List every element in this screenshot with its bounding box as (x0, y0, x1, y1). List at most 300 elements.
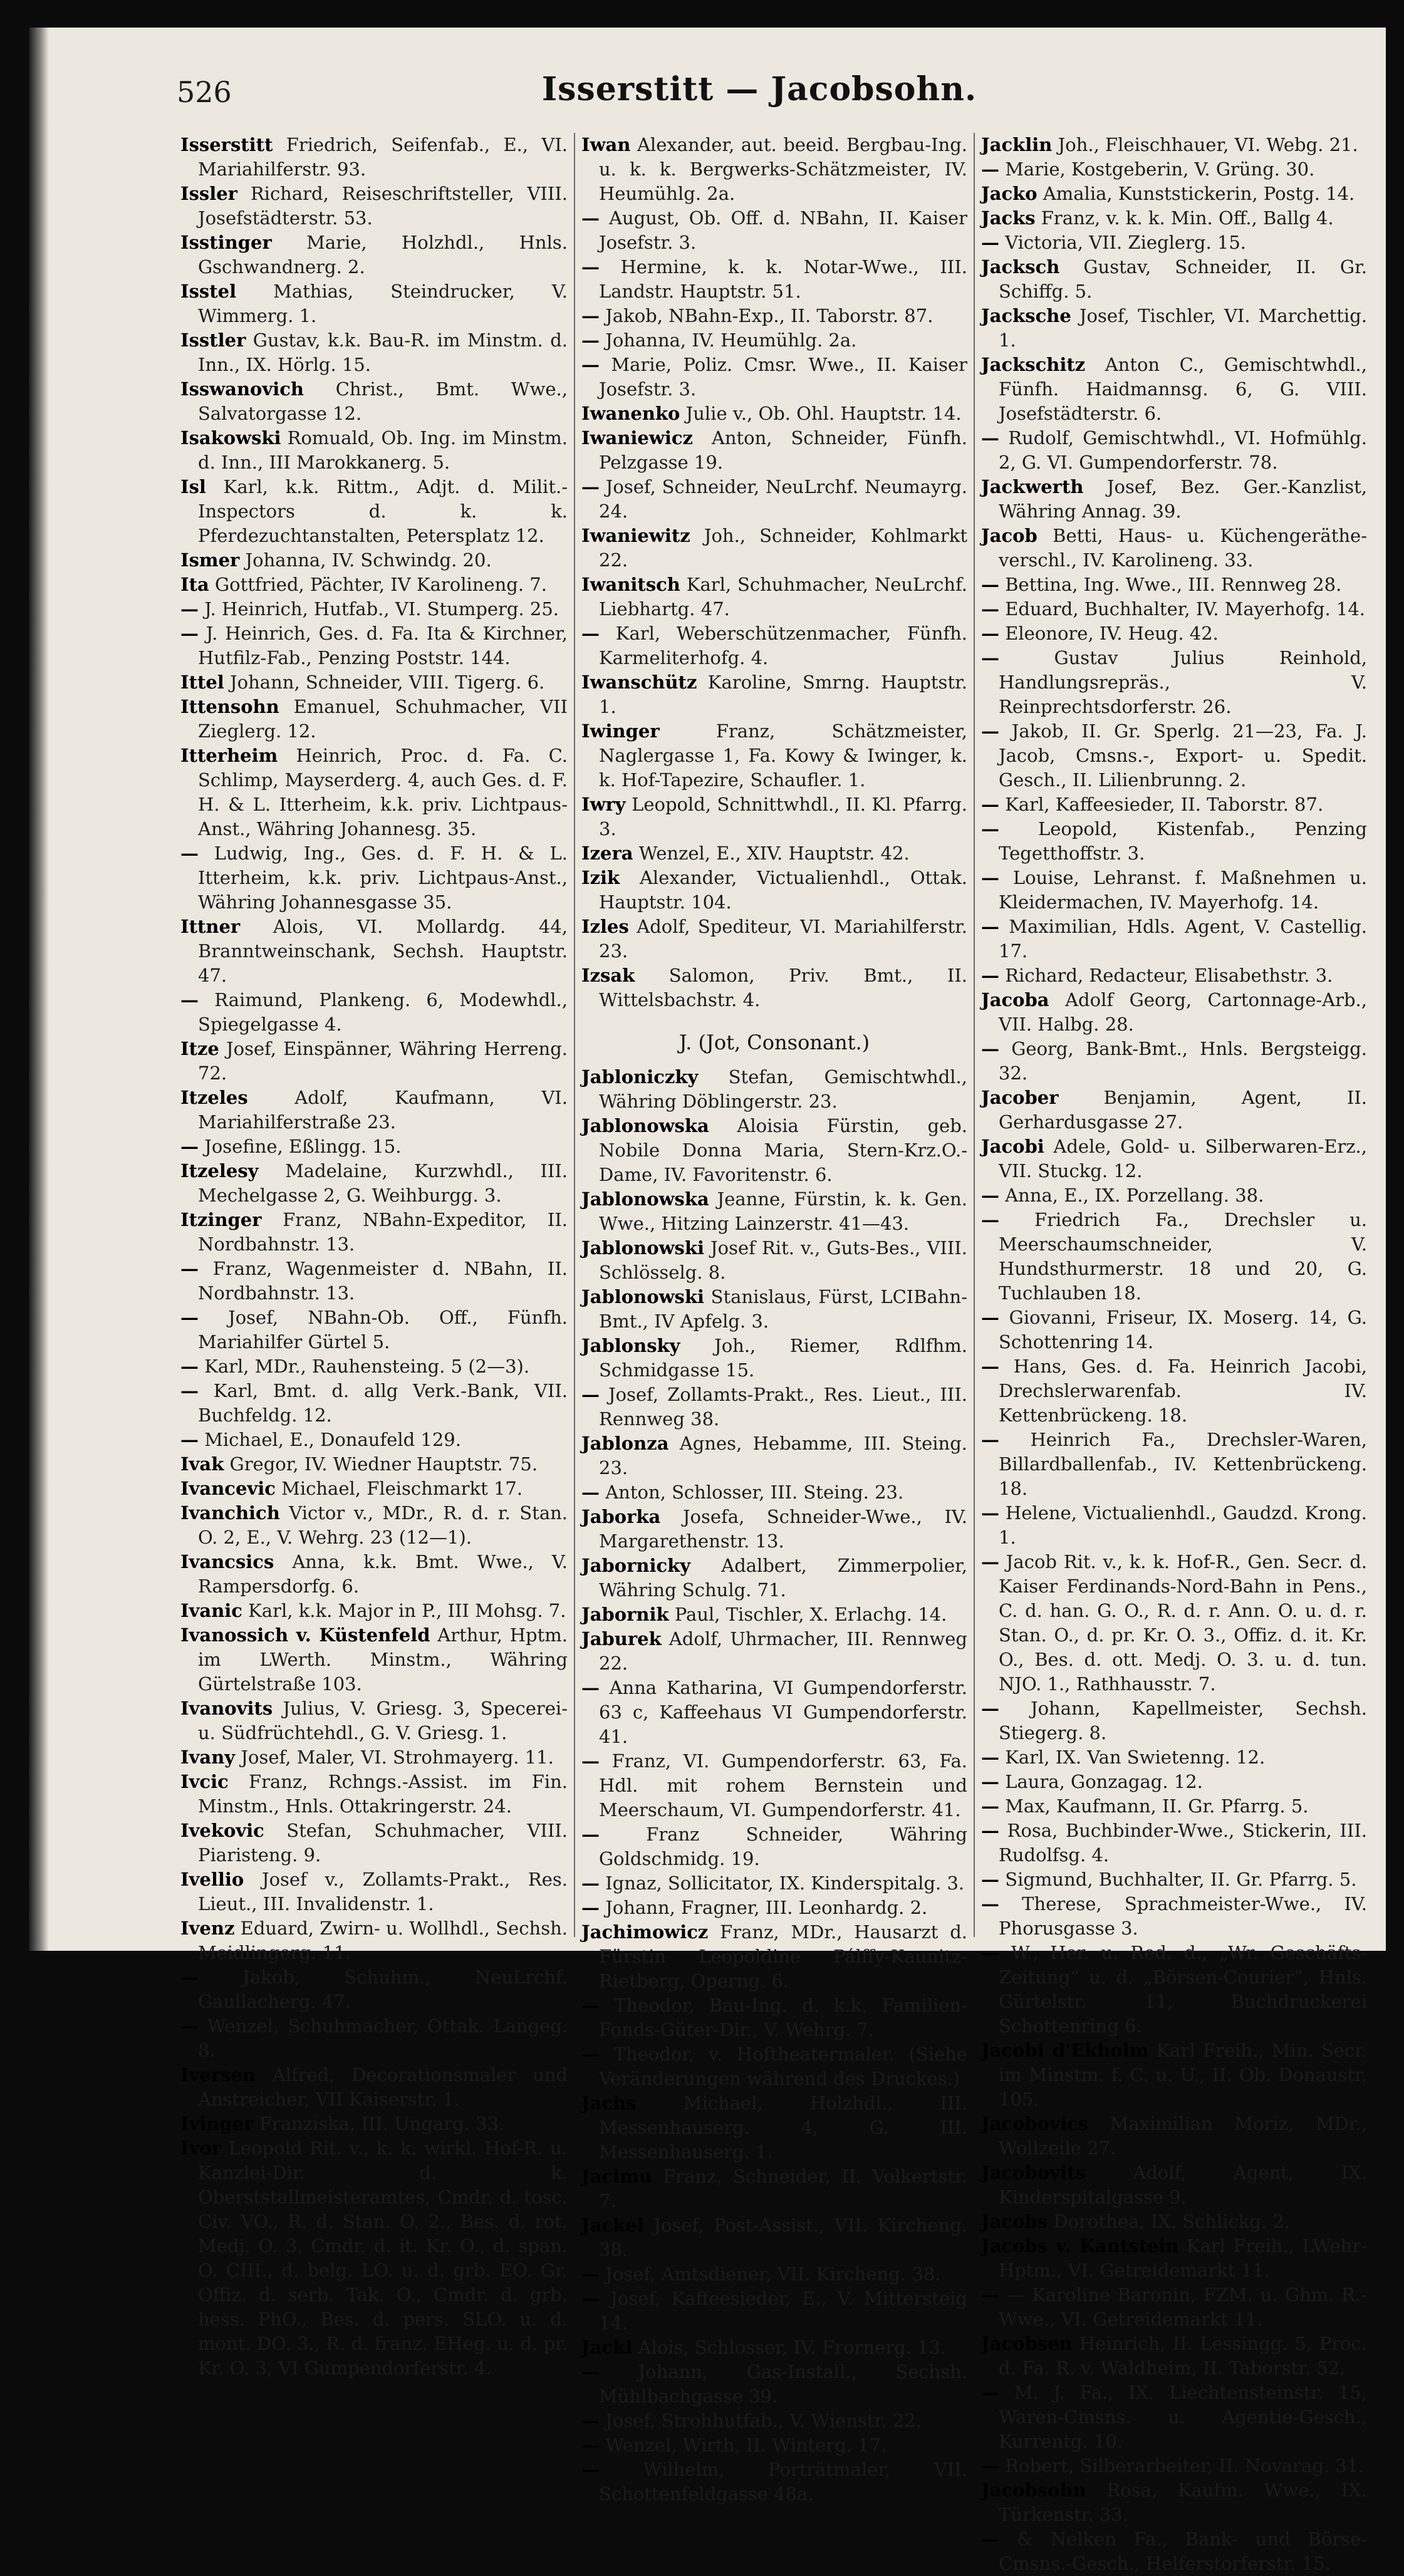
entry-surname: Iwaniewicz (581, 427, 693, 449)
entry-details: Laura, Gonzagag. 12. (999, 1771, 1203, 1792)
directory-entry (180, 328, 568, 377)
entry-details: Karl, IX. Van Swietenng. 12. (999, 1747, 1266, 1768)
directory-entry (981, 206, 1367, 231)
directory-entry (581, 2164, 967, 2213)
directory-entry (180, 1037, 568, 1086)
directory-entry (581, 621, 967, 670)
entry-details: Josefine, Eßlingg. 15. (199, 1136, 402, 1157)
entry-surname: Jablonowski (581, 1286, 704, 1307)
entry-surname: Isakowski (180, 427, 281, 449)
directory-entry (981, 2478, 1367, 2527)
entry-details: Therese, Sprachmeister-Wwe., IV. Phorusgasse 3. (999, 1893, 1367, 1939)
entry-details: Rosa, Kaufm. Wwe., IX. Türkenstr. 33. (999, 2480, 1367, 2525)
entry-surname: — (180, 1966, 199, 1988)
directory-entry (180, 1452, 568, 1477)
entry-surname: — (581, 305, 600, 326)
directory-entry (581, 963, 967, 1012)
entry-details: Victor v., MDr., R. d. r. Stan. O. 2, E., V. Wehrg. 23 (12—1). (198, 1502, 568, 1548)
directory-entry (581, 1383, 967, 1431)
entry-surname: — (981, 647, 999, 668)
entry-details: Alexander, Victualienhdl., Ottak. Hauptstr. 104. (599, 867, 967, 913)
entry-surname: — (981, 2382, 999, 2403)
entry-details: Franz, Schneider, II. Volkertstr. 7. (599, 2166, 967, 2211)
directory-entry (180, 915, 568, 988)
directory-entry (581, 915, 967, 963)
entry-surname: Iwan (581, 134, 631, 155)
entry-surname: Ittner (180, 916, 241, 937)
entry-details: Jeanne, Fürstin, k. k. Gen. Wwe., Hitzing Lainzerstr. 41—43. (599, 1188, 967, 1234)
directory-entry (180, 2014, 568, 2063)
entry-surname: Ivenz (180, 1918, 235, 1939)
entry-surname: — (581, 2361, 600, 2382)
directory-entry (581, 1114, 967, 1187)
entry-surname: Isl (180, 476, 206, 497)
entry-details: Adolf, Uhrmacher, III. Rennweg 22. (599, 1628, 967, 1674)
directory-entry (981, 1086, 1367, 1135)
directory-entry (981, 1696, 1367, 1745)
directory-entry (581, 2433, 967, 2458)
entry-details: Max, Kaufmann, II. Gr. Pfarrg. 5. (999, 1795, 1309, 1817)
entry-details: M. J. Fa., IX. Liechtensteinstr. 15, Waren-Cmsns. u. Agentie-Gesch., Kurrentg. 10. (999, 2382, 1367, 2452)
directory-entry (180, 1745, 568, 1770)
entry-details: Karl, MDr., Rauhensteing. 5 (2—3). (199, 1356, 530, 1377)
directory-entry (581, 255, 967, 304)
entry-details: Marie, Kostgeberin, V. Grüng. 30. (999, 158, 1315, 180)
entry-details: Josef v., Zollamts-Prakt., Res. Lieut., III. Invalidenstr. 1. (198, 1869, 568, 1914)
entry-details: Wenzel, Wirth, II. Winterg. 17. (600, 2434, 887, 2456)
entry-details: Adolf, Agent, IX. Kinderspitalgasse 9. (999, 2162, 1367, 2208)
entry-details: Julius, V. Griesg. 3, Specerei- u. Südfrüchtehdl., G. V. Griesg. 1. (198, 1698, 568, 1743)
entry-surname: Iwanenko (581, 403, 680, 424)
entry-surname: — (581, 1872, 600, 1894)
entry-surname: — (981, 1771, 999, 1792)
entry-surname: — (180, 989, 199, 1010)
entry-details: Adolf, Spediteur, VI. Mariahilferstr. 23. (599, 916, 967, 962)
entry-surname: Isstler (180, 330, 246, 351)
entry-surname: Isstel (180, 281, 237, 302)
entry-details: Anna, E., IX. Porzellang. 38. (999, 1185, 1264, 1206)
directory-entry (981, 231, 1367, 255)
directory-entry (981, 133, 1367, 157)
entry-surname: — (981, 1038, 999, 1059)
directory-entry (581, 1187, 967, 1236)
entry-details: Anton C., Gemischtwhdl., Fünfh. Haidmannsg. 6, G. VIII. Josefstädterstr. 6. (999, 354, 1367, 424)
entry-details: Alois, Schlosser, IV. Frornerg. 13. (632, 2337, 947, 2358)
entry-surname: Jacksch (981, 256, 1060, 278)
directory-entry (180, 621, 568, 670)
entry-surname: Ivcic (180, 1771, 229, 1792)
entry-surname: — (981, 1942, 999, 1963)
entry-surname: Isstinger (180, 232, 272, 253)
directory-entry (581, 304, 967, 328)
entry-details: Raimund, Plankeng. 6, Modewhdl., Spiegelgasse 4. (198, 989, 568, 1035)
directory-entry (581, 426, 967, 475)
directory-entry (180, 1257, 568, 1306)
entry-surname: — (981, 1307, 999, 1328)
entry-surname: — (981, 1747, 999, 1768)
entry-surname: — (981, 720, 999, 742)
entry-details: Sigmund, Buchhalter, II. Gr. Pfarrg. 5. (999, 1869, 1357, 1890)
directory-entry (180, 573, 568, 597)
directory-entry (180, 1159, 568, 1208)
entry-details: Franz, Rchngs.-Assist. im Fin. Minstm., Hnls. Ottakringerstr. 24. (198, 1771, 568, 1817)
entry-surname: — (581, 2459, 600, 2480)
entry-surname: — (981, 1429, 999, 1450)
entry-details: Eduard, Zwirn- u. Wollhdl., Sechsh. Meidlingerg. 11. (198, 1918, 568, 1963)
entry-details: Gustav Julius Reinhold, Handlungsrepräs., V. Reinprechtsdorferstr. 26. (999, 647, 1367, 717)
directory-entry (981, 1306, 1367, 1354)
entry-surname: Ittel (180, 672, 224, 693)
entry-details: Adolf Georg, Cartonnage-Arb., VII. Halbg. 28. (999, 989, 1367, 1035)
entry-surname: — (981, 574, 999, 595)
entry-surname: — (581, 354, 600, 375)
entry-surname: Itze (180, 1038, 219, 1059)
entry-details: Karl Freih., Min. Secr. im Minstm. f. C. u. U., II. Ob. Donaustr. 105. (999, 2040, 1367, 2110)
directory-page (29, 28, 1386, 2574)
entry-details: Franziska, III. Ungarg. 33. (253, 2113, 505, 2134)
entry-surname: Jablonowska (581, 1115, 709, 1136)
directory-entry (180, 695, 568, 744)
entry-surname: — (180, 1136, 199, 1157)
entry-surname: Jachs (581, 2092, 637, 2114)
directory-entry (180, 988, 568, 1037)
entry-surname: — (581, 1677, 600, 1698)
entry-details: Michael, Holzhdl., III. Messenhauserg. 4, G. III. Messenhauserg. 1. (599, 2092, 967, 2163)
directory-entry (981, 157, 1367, 182)
directory-entry (981, 1135, 1367, 1183)
directory-entry (981, 1208, 1367, 1306)
entry-details: Franz, Schätzmeister, Naglergasse 1, Fa. Kowy & Iwinger, k. k. Hof-Tapezire, Schaufler. 1. (599, 720, 967, 791)
entry-surname: — (180, 843, 199, 864)
entry-details: Friedrich, Seifenfab., E., VI. Mariahilferstr. 93. (198, 134, 568, 180)
directory-entry (581, 353, 967, 402)
directory-entry (981, 2112, 1367, 2161)
entry-surname: Iwinger (581, 720, 660, 742)
entry-surname: — (180, 598, 199, 620)
entry-details: Marie, Poliz. Cmsr. Wwe., II. Kaiser Josefstr. 3. (599, 354, 967, 400)
entry-surname: Jacobs (981, 2211, 1048, 2232)
entry-surname: Jacobovits (981, 2162, 1086, 2183)
entry-details: Romuald, Ob. Ing. im Minstm. d. Inn., III Marokkanerg. 5. (198, 427, 568, 473)
directory-entry (581, 841, 967, 866)
entry-surname: Ivinger (180, 2113, 254, 2134)
entry-details: Helene, Victualienhdl., Gaudzd. Krong. 1. (999, 1502, 1367, 1548)
entry-details: Mathias, Steindrucker, V. Wimmerg. 1. (198, 281, 568, 326)
directory-entry (981, 915, 1367, 963)
entry-surname: — (581, 1482, 600, 1503)
entry-details: Johann, Schneider, VIII. Tigerg. 6. (224, 672, 545, 693)
entry-details: Marie, Holzhdl., Hnls. Gschwandnerg. 2. (198, 232, 568, 278)
entry-surname: — (981, 623, 999, 644)
directory-entry (180, 1819, 568, 1867)
entry-surname: Jacob (981, 525, 1037, 546)
entry-details: W., Her. u. Red. d., „Wr. Geschäfts-Zeitung“ u. d. „Börsen-Courier“, Hnls. Gürtelstr. 11, Buchdruckerei Schottenring 6. (999, 1942, 1367, 2037)
directory-entry (981, 792, 1367, 817)
directory-entry (180, 1086, 568, 1135)
entry-surname: Iwaniewitz (581, 525, 690, 546)
directory-entry (581, 2458, 967, 2506)
directory-entry (581, 2360, 967, 2409)
entry-surname: Jacksche (981, 305, 1071, 326)
directory-entry (581, 1505, 967, 1554)
entry-details: Agnes, Hebamme, III. Steing. 23. (599, 1433, 967, 1478)
entry-surname: — (981, 158, 999, 180)
directory-entry (581, 792, 967, 841)
entry-surname: — (581, 476, 600, 497)
entry-surname: Jacobi d'Ekholm (981, 2040, 1149, 2061)
entry-details: Betti, Haus- u. Küchengeräthe-verschl., IV. Karolineng. 33. (999, 525, 1367, 571)
directory-entry (180, 1135, 568, 1159)
directory-entry (180, 1501, 568, 1550)
entry-surname: Jabornicky (581, 1555, 691, 1576)
directory-entry (981, 1892, 1367, 1941)
directory-entry (180, 1208, 568, 1257)
entry-surname: — (981, 1356, 999, 1377)
entry-surname: Ivor (180, 2137, 222, 2159)
directory-entry (981, 1354, 1367, 1428)
entry-surname: Ivanovits (180, 1698, 273, 1719)
entry-details: Ludwig, Ing., Ges. d. F. H. & L. Itterheim, k.k. priv. Lichtpaus-Anst., Währing Johannesgasse 35. (198, 843, 568, 913)
directory-entry (981, 597, 1367, 621)
entry-surname: — (981, 1209, 999, 1230)
directory-entry (981, 963, 1367, 988)
entry-surname: Ismer (180, 549, 240, 571)
entry-surname: — (180, 2015, 199, 2037)
entry-surname: Ivak (180, 1453, 224, 1475)
entry-surname: Ivancsics (180, 1551, 274, 1572)
directory-entry (981, 1428, 1367, 1501)
entry-details: Josef, Strohhutfab., V. Wienstr. 22. (600, 2410, 922, 2431)
directory-entry (581, 2213, 967, 2262)
entry-details: J. Heinrich, Hutfab., VI. Stumperg. 25. (199, 598, 559, 620)
directory-entry (180, 1770, 568, 1819)
directory-entry (180, 1623, 568, 1696)
entry-surname: Izsak (581, 965, 635, 986)
entry-details: Franz, VI. Gumpendorferstr. 63, Fa. Hdl. mit rohem Bernstein und Meerschaum, VI. Gumpendorferstr. 41. (599, 1750, 967, 1820)
entry-surname: Jacoba (981, 989, 1049, 1010)
entry-details: Wilhelm, Porträtmaler, VII. Schottenfeldgasse 48a. (599, 2459, 967, 2505)
entry-surname: — (581, 2410, 600, 2431)
entry-surname: Jacobi (981, 1136, 1044, 1157)
entry-surname: Jacobsen (981, 2333, 1073, 2354)
entry-surname: Jachimowicz (581, 1921, 709, 1943)
entry-details: Jakob, NBahn-Exp., II. Taborstr. 87. (600, 305, 933, 326)
directory-entry (981, 524, 1367, 573)
entry-details: Theodor, Bau-Ing. d. k.k. Familien-Fonds-Güter-Dir., V. Wehrg. 7. (599, 1995, 967, 2040)
directory-entry (180, 597, 568, 621)
running-title: Isserstitt — Jacobsohn. (541, 70, 977, 108)
entry-surname: Jackel (581, 2215, 644, 2236)
directory-entry (180, 1696, 568, 1745)
directory-entry (180, 1916, 568, 1965)
page-header (145, 63, 1373, 113)
entry-surname: Itzelesy (180, 1160, 259, 1182)
entry-surname: — (180, 1307, 199, 1328)
directory-entry (981, 988, 1367, 1037)
entry-details: Salomon, Priv. Bmt., II. Wittelsbachstr. 4. (599, 965, 967, 1010)
entry-details: Josef, Schneider, NeuLrchf. Neumayrg. 24. (599, 476, 967, 522)
entry-surname: Ivancevic (180, 1478, 276, 1499)
entry-details: Karl, k.k. Rittm., Adjt. d. Milit.-Inspectors d. k. k. Pferdezuchtanstalten, Petersplatz 12. (198, 476, 568, 546)
entry-surname: — (981, 232, 999, 253)
entry-details: Karl, Schuhmacher, NeuLrchf. Liebhartg. 47. (599, 574, 967, 620)
entry-surname: — (981, 2528, 999, 2550)
directory-entry (581, 1627, 967, 1676)
entry-details: Adele, Gold- u. Silberwaren-Erz., VII. Stuckg. 12. (999, 1136, 1367, 1182)
entry-surname: — (981, 1795, 999, 1817)
directory-entry (981, 2210, 1367, 2234)
directory-entry (981, 719, 1367, 792)
entry-details: Georg, Bank-Bmt., Hnls. Bergsteigg. 32. (999, 1038, 1367, 1084)
directory-entry (581, 670, 967, 719)
entry-details: Madelaine, Kurzwhdl., III. Mechelgasse 2, G. Weihburgg. 3. (198, 1160, 568, 1206)
directory-entry (180, 426, 568, 475)
directory-entry (581, 866, 967, 915)
directory-entry (581, 719, 967, 792)
entry-details: Ignaz, Sollicitator, IX. Kinderspitalg. 3. (600, 1872, 965, 1894)
entry-details: Jakob, Schuhm., NeuLrchf. Gaullacherg. 47. (198, 1966, 568, 2012)
entry-surname: Jacobs v. Kantstein (981, 2235, 1179, 2257)
entry-details: Dorothea, IX. Schlickg. 2. (1048, 2211, 1290, 2232)
entry-details: Jacob Rit. v., k. k. Hof-R., Gen. Secr. d. Kaiser Ferdinands-Nord-Bahn in Pens., C. d. han. G. O., R. d. r. Ann. O. u. d. r. Stan. O., d. pr. Kr. O. 3., Offiz. d. it. Kr. O., Bes. d. ott. Medj. O. 3. u. d. tun. NJO. 1., Rathhausstr. 7. (999, 1551, 1367, 1695)
directory-entry (981, 2283, 1367, 2332)
entry-surname: Jacober (981, 1087, 1059, 1108)
entry-surname: — (581, 1995, 600, 2016)
entry-surname: Jacklin (981, 134, 1053, 155)
entry-details: Leopold Rit. v., k. k. wirkl. Hof-R. u. Kanzlei-Dir. d. k. Oberststallmeisteramtes, Cmdr. d. tosc. Civ. VO., R. d. Stan. O. 2., Bes. d. rot. Medj. O. 3, Cmdr. d. it. Kr. O., d. span. O. CIII., d. belg. LO. u. d. grb. EO. Gr. Offiz. d. serb. Tak. O., Cmdr. d. grb. hess. PhO., Bes. d. pers. SLO. u. d. mont. DO. 3., R. d. franz. EHeg. u. d. pr. Kr. O. 3, VI Gumpendorferstr. 4. (198, 2137, 568, 2379)
entry-surname: — (180, 1380, 199, 1401)
entry-surname: Jacko (981, 183, 1037, 204)
directory-entry (180, 548, 568, 573)
directory-entry (180, 1477, 568, 1501)
directory-entry (581, 402, 967, 426)
entry-details: Rosa, Buchbinder-Wwe., Stickerin, III. Rudolfsg. 4. (999, 1820, 1367, 1866)
directory-entry (981, 1794, 1367, 1819)
entry-details: Heinrich, Proc. d. Fa. C. Schlimp, Mayserderg. 4, auch Ges. d. F. H. & L. Itterheim, k.k. priv. Lichtpaus-Anst., Währing Johannesg. 35. (198, 745, 568, 839)
directory-entry (581, 1602, 967, 1627)
entry-surname: Itterheim (180, 745, 278, 766)
directory-entry (180, 1428, 568, 1452)
entry-details: Wenzel, E., XIV. Hauptstr. 42. (633, 843, 910, 864)
directory-entry (981, 2038, 1367, 2112)
entry-details: Hans, Ges. d. Fa. Heinrich Jacobi, Drechslerwarenfab. IV. Kettenbrückeng. 18. (999, 1356, 1367, 1426)
entry-details: — Karoline Baronin, FZM. u. Ghm. R.-Wwe., VI. Getreidemarkt 11. (999, 2284, 1367, 2330)
entry-details: Josefa, Schneider-Wwe., IV. Margarethenstr. 13. (599, 1506, 967, 1552)
entry-surname: — (981, 965, 999, 986)
entry-details: Theodor, v. Hoftheatermaler. (Siehe Veränderungen während des Druckes.) (599, 2044, 967, 2089)
entry-surname: — (981, 1502, 999, 1524)
entry-details: Michael, Fleischmarkt 17. (275, 1478, 523, 1499)
directory-entry (581, 1993, 967, 2042)
entry-surname: — (581, 330, 600, 351)
entry-details: Johann, Gas-Install., Sechsh. Mühlbachgasse 39. (599, 2361, 967, 2407)
entry-details: Aloisia Fürstin, geb. Nobile Donna Maria, Stern-Krz.O.-Dame, IV. Favoritenstr. 6. (599, 1115, 967, 1185)
entry-surname: Jablonowska (581, 1188, 709, 1210)
directory-entry (180, 133, 568, 182)
directory-entry (180, 2136, 568, 2381)
entry-surname: — (180, 1429, 199, 1450)
entry-details: Christ., Bmt. Wwe., Salvatorgasse 12. (198, 378, 568, 424)
entry-details: Michael, E., Donaufeld 129. (199, 1429, 461, 1450)
entry-details: Karl, k.k. Major in P., III Mohsg. 7. (242, 1600, 566, 1621)
directory-entry (180, 1306, 568, 1354)
directory-entry (981, 2454, 1367, 2478)
entry-surname: — (180, 1356, 199, 1377)
directory-entry (981, 646, 1367, 719)
entry-surname: Izles (581, 916, 629, 937)
directory-entry (180, 1550, 568, 1599)
entry-details: Anna Katharina, VI Gumpendorferstr. 63 c, Kaffeehaus VI Gumpendorferstr. 41. (599, 1677, 967, 1747)
directory-entry (981, 2527, 1367, 2576)
directory-entry (581, 206, 967, 255)
directory-entry (981, 2381, 1367, 2454)
directory-entry (581, 2335, 967, 2360)
entry-surname: Ita (180, 574, 209, 595)
entry-surname: — (180, 1258, 199, 1279)
entry-surname: Iwanitsch (581, 574, 680, 595)
entry-details: Richard, Redacteur, Elisabethstr. 3. (999, 965, 1333, 986)
directory-entry (180, 2063, 568, 2112)
entry-details: Eduard, Buchhalter, IV. Mayerhofg. 14. (999, 598, 1366, 620)
directory-entry (180, 1867, 568, 1916)
entry-details: Karoline, Smrng. Hauptstr. 1. (599, 672, 967, 717)
entry-surname: — (981, 1185, 999, 1206)
entry-surname: Jackwerth (981, 476, 1084, 497)
entry-details: Jakob, II. Gr. Sperlg. 21—23, Fa. J. Jacob, Cmsns.-, Export- u. Spedit. Gesch., II. Lilienbrunng. 2. (999, 720, 1367, 791)
entry-details: Victoria, VII. Zieglerg. 15. (999, 232, 1247, 253)
entry-details: Gustav, Schneider, II. Gr. Schiffg. 5. (999, 256, 1367, 302)
entry-surname: — (981, 2284, 999, 2305)
entry-surname: Jabloniczky (581, 1066, 699, 1088)
directory-entry (180, 1354, 568, 1379)
entry-details: Josef, Maler, VI. Strohmayerg. 11. (235, 1747, 554, 1768)
directory-entry (581, 2409, 967, 2433)
directory-entry (981, 353, 1367, 426)
directory-entry (180, 744, 568, 841)
entry-surname: — (581, 256, 600, 278)
entry-details: Eleonore, IV. Heug. 42. (999, 623, 1219, 644)
directory-entry (581, 1871, 967, 1896)
entry-details: Joh., Riemer, Rdlfhm. Schmidgasse 15. (599, 1335, 967, 1381)
entry-details: Amalia, Kunststickerin, Postg. 14. (1037, 183, 1355, 204)
entry-details: Alois, VI. Mollardg. 44, Branntweinschank, Sechsh. Hauptstr. 47. (198, 916, 568, 986)
directory-entry (981, 304, 1367, 353)
directory-entry (180, 231, 568, 279)
directory-entry (981, 1745, 1367, 1770)
entry-details: Heinrich, II. Lessingg. 5, Proc. d. Fa. R. v. Waldheim, II. Taborstr. 52. (999, 2333, 1367, 2379)
entry-details: Josef, Zollamts-Prakt., Res. Lieut., III. Rennweg 38. (599, 1384, 967, 1430)
entry-details: Stefan, Gemischtwhdl., Währing Döblingerstr. 23. (599, 1066, 967, 1112)
entry-details: Heinrich Fa., Drechsler-Waren, Billardballenfab., IV. Kettenbrückeng. 18. (999, 1429, 1367, 1499)
directory-entry (981, 1550, 1367, 1696)
directory-entry (581, 328, 967, 353)
entry-details: Emanuel, Schuhmacher, VII Zieglerg. 12. (198, 696, 568, 742)
entry-details: Gustav, k.k. Bau-R. im Minstm. d. Inn., IX. Hörlg. 15. (198, 330, 568, 375)
entry-details: Julie v., Ob. Ohl. Hauptstr. 14. (680, 403, 962, 424)
entry-details: Gottfried, Pächter, IV Karolineng. 7. (209, 574, 547, 595)
directory-entry (981, 2161, 1367, 2210)
entry-details: Robert, Silberarbeiter, II. Novarag. 31. (999, 2455, 1365, 2476)
entry-surname: Ivanchich (180, 1502, 280, 1524)
directory-entry (180, 475, 568, 548)
entry-details: Johann, Fragner, III. Leonhardg. 2. (600, 1897, 928, 1918)
directory-entry (180, 1599, 568, 1623)
entry-surname: — (981, 1893, 999, 1914)
entry-surname: Jablonowski (581, 1237, 704, 1259)
entry-surname: Isswanovich (180, 378, 304, 400)
directory-entry (581, 1431, 967, 1480)
directory-entry (981, 1867, 1367, 1892)
